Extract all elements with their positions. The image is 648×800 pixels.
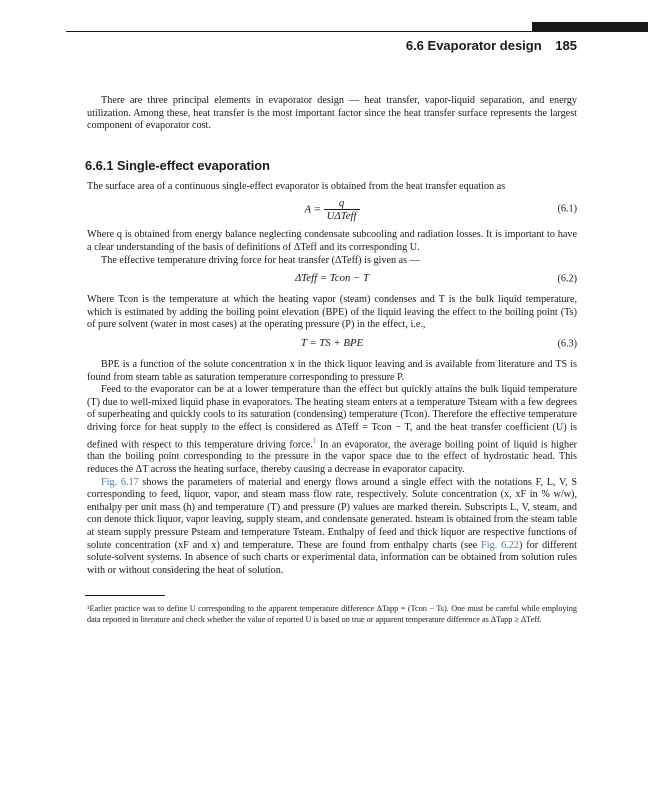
intro-paragraph: There are three principal elements in evaporator design — heat transfer, vapor-liquid separation, and energy utilization. Among these, heat transfer is the most important factor since the heat transfer surface represents the largest component of evaporator cost. [87, 95, 577, 132]
paragraph-bpe: BPE is a function of the solute concentration x in the thick liquor leaving and is available from literature and TS is found from steam table as saturation temperature corresponding to pressure P. [87, 358, 577, 383]
equation-lhs: A = [304, 203, 321, 216]
equation-number: (6.2) [557, 273, 577, 285]
page-number: 185 [555, 38, 577, 53]
paragraph-feed-text-cont: In an evaporator, the average boiling point of liquid is higher than the boiling point corresponding to the pressure in the vapor space due to the effect of hydrostatic head. This reduces the ΔT across the heating surface, thereby causing a decrease in evaporator capacity. [87, 438, 577, 476]
figure-link-6-17[interactable]: Fig. 6.17 [101, 476, 139, 488]
figure-link-6-22[interactable]: Fig. 6.22 [481, 539, 519, 551]
paragraph-fig-text: shows the parameters of material and energy flows around a single effect with the notations F, L, V, S corresponding to feed, liquor, vapor, and steam mass flow rate, respectively. Solute concentration (x, xF in % w/w), enthalpy per unit mass (h) and temperature (T) and pressure (P) values are marked therein. Subscripts L, V, steam, and con denote thick liquor, vapor leaving, supply steam, and condensate generated. hsteam is obtained from the steam table at steam supply pressure Psteam and temperature Tsteam. Enthalpy of feed and thick liquor are respective functions of solute concentration (xF and x) and temperature. These are found from enthalpy charts (see [87, 476, 577, 551]
footnote-marker[interactable]: 1 [312, 436, 317, 445]
paragraph-feed [87, 384, 577, 477]
equation-expression: ΔTeff = Tcon − T [294, 272, 370, 285]
section-title: 6.6.1 Single-effect evaporation [85, 157, 270, 173]
footnote-rule [85, 595, 165, 596]
section-header: 6.6 Evaporator design [405, 38, 542, 53]
page-body [87, 95, 577, 626]
equation-6-2 [87, 272, 577, 288]
running-head [406, 38, 577, 53]
header-rule [66, 31, 648, 32]
equation-numerator: q [324, 197, 360, 210]
paragraph-tcon: Where Tcon is the temperature at which the heating vapor (steam) condenses and T is the bulk liquid temperature, which is estimated by adding the boiling point elevation (BPE) of the liquid leaving the effect to the boiling point (Ts) of pure solvent (water in most cases) at the operating pressure (P) in the effect, i.e., [87, 294, 577, 331]
paragraph-driving-force: The effective temperature driving force for heat transfer (ΔTeff) is given as — [101, 254, 420, 266]
header-bar [532, 22, 648, 31]
paragraph-fig-text-cont: ) for different solute-solvent systems. In absence of such charts or experimental data, information can be obtained from solution rules with or without considering the heat of solution. [87, 539, 577, 576]
equation-expression: T = TS + BPE [300, 336, 364, 349]
equation-number: (6.1) [557, 204, 577, 216]
paragraph-fig-ref [87, 477, 577, 578]
paragraph-surface-area: The surface area of a continuous single-effect evaporator is obtained from the heat transfer equation as [87, 180, 506, 192]
footnote: ¹Earlier practice was to define U corresponding to the apparent temperature difference ΔTapp = (Tcon − Ts). One must be careful while employing data reported in literature and check whether the value of reported U is based on true or apparent temperature difference as ΔTapp ≥ ΔTeff. [87, 604, 577, 625]
equation-fraction [324, 197, 360, 223]
equation-6-3 [87, 337, 577, 353]
paragraph-q-definition: Where q is obtained from energy balance neglecting condensate subcooling and radiation losses. It is important to have a clear understanding of the basis of definitions of ΔTeff and its corresponding U. [87, 229, 577, 253]
equation-number: (6.3) [557, 338, 577, 350]
equation-denominator: UΔTeff [326, 210, 357, 223]
paragraph-feed-text: Feed to the evaporator can be at a lower temperature than the effect but quickly attains the bulk liquid temperature (T) due to well-mixed liquid phase in evaporators. The heating steam enters at a temperature Tsteam with a few degrees of superheating and quickly cools to its saturation (condensing) temperature (Tcon). Therefore the effective temperature driving force for heat supply to the effect is considered as ΔTeff = Tcon − T, and the heat transfer coefficient (U) is defined with respect to this temperature driving force. [87, 384, 577, 450]
equation-6-1 [87, 197, 577, 223]
